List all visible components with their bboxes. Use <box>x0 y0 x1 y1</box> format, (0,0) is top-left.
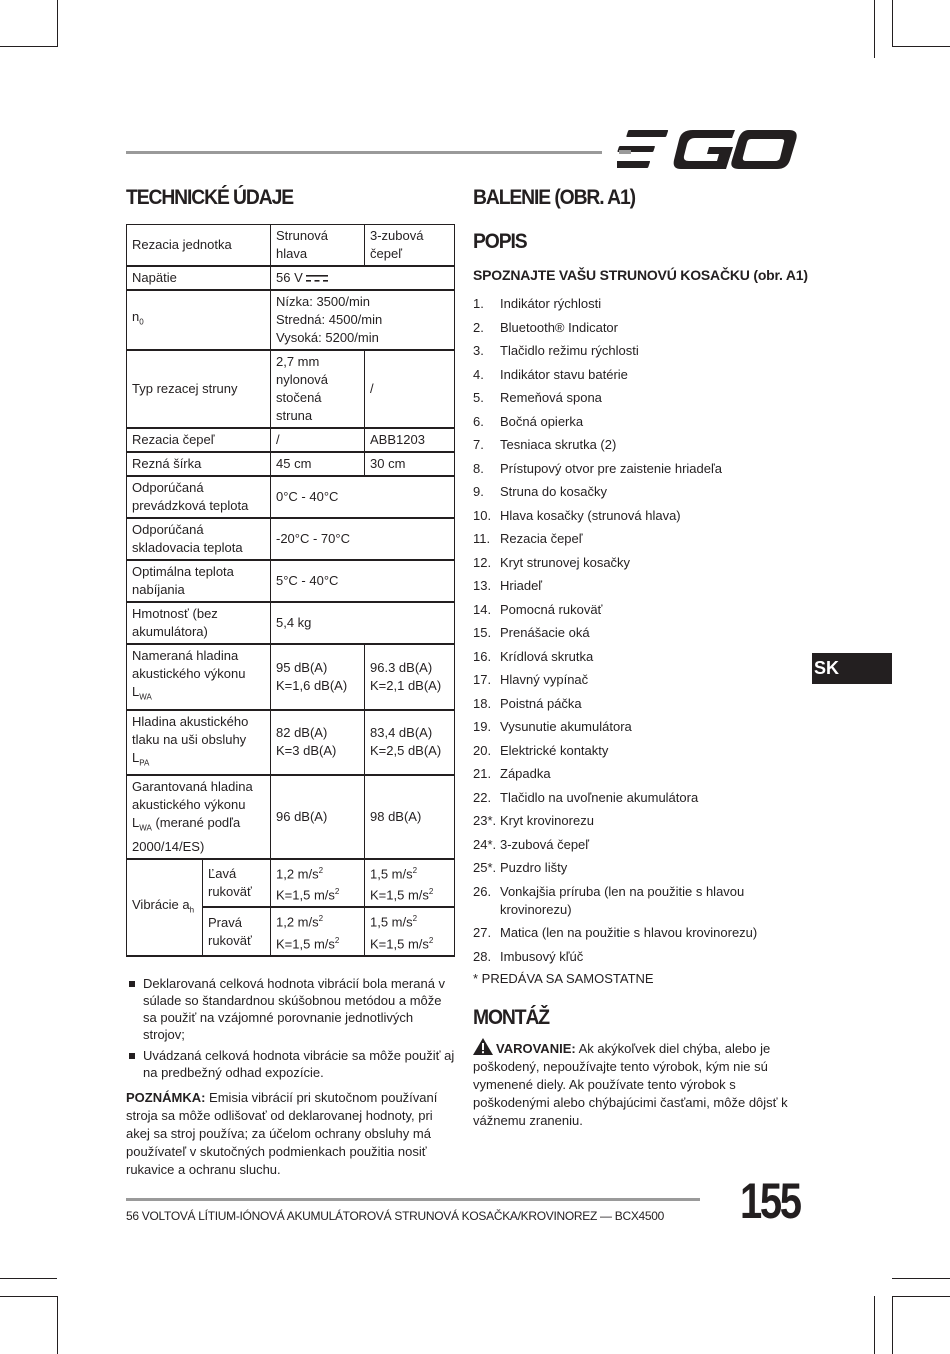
list-item: 22. Tlačidlo na uvoľnenie akumulátora <box>473 789 699 805</box>
footer-text: 56 VOLTOVÁ LÍTIUM-IÓNOVÁ AKUMULÁTOROVÁ STRUNOVÁ KOSAČKA/KROVINOREZ — BCX4500 <box>126 1209 665 1223</box>
row-label: Rezacia čepeľ <box>127 428 271 452</box>
cell-value: / <box>271 428 365 452</box>
handle-label: Ľavá rukoväť <box>203 859 271 908</box>
page-number: 155 <box>740 1173 800 1229</box>
packing-title: BALENIE (OBR. A1) <box>473 186 635 209</box>
row-label: Optimálna teplota nabíjania <box>127 560 271 602</box>
list-item: 3. Tlačidlo režimu rýchlosti <box>473 343 639 358</box>
cell-value: 95 dB(A) K=1,6 dB(A) <box>271 644 365 710</box>
table-row <box>127 428 455 452</box>
list-item: 2. Bluetooth® Indicator <box>473 319 618 335</box>
list-item: 11. Rezacia čepeľ <box>473 531 583 546</box>
cell-value: ABB1203 <box>365 428 455 452</box>
table-row <box>127 350 455 428</box>
crop-mark <box>892 1278 950 1279</box>
list-item: 16. Krídlová skrutka <box>473 648 594 664</box>
crop-mark <box>0 1296 57 1297</box>
header-rule <box>126 151 602 154</box>
cell-value: 1,5 $m/s^2$ K=1,5 $m/s^2$ <box>365 907 455 956</box>
table-row <box>127 859 455 908</box>
list-item: 21. Západka <box>473 766 551 781</box>
row-label: Odporúčaná prevádzková teplota <box>127 476 271 518</box>
list-item: 15. Prenášacie oká <box>473 625 590 640</box>
row-label: Vibrácie $a_h$ <box>127 859 203 956</box>
right-column <box>473 186 813 1130</box>
note-text: Emisia vibrácií pri skutočnom používaní stroja sa môže odlišovať od deklarovanej hodnoty, pri akej sa stroj používa; za účelom ochrany obsluhy má používateľ v skutočných podmienkach použitia nosiť rukavice a ochranu sluchu. <box>126 1090 438 1178</box>
speed-low: Nízka: 3500/min <box>276 294 370 309</box>
cell-value: -20°C - 70°C <box>271 518 455 560</box>
list-item: 8. Prístupový otvor pre zaistenie hriadeľa <box>473 460 723 476</box>
technical-data-title: TECHNICKÉ ÚDAJE <box>126 186 294 209</box>
list-item: 5. Remeňová spona <box>473 390 602 405</box>
cell-value: 83,4 dB(A) K=2,5 dB(A) <box>365 710 455 776</box>
list-item: Deklarovaná celková hodnota vibrácií bola meraná v súlade so štandardnou skúšobnou metódou a môže sa použiť na vzájomné porovnanie jednotlivých strojov; <box>126 975 456 1043</box>
warning-icon <box>473 1038 493 1055</box>
list-item: 13. Hriadeľ <box>473 578 543 593</box>
footer-rule <box>126 1198 700 1201</box>
list-item: 10. Hlava kosačky (strunová hlava) <box>473 507 681 523</box>
cell-value: 2,7 mm nylonová stočená struna <box>271 350 365 428</box>
crop-mark <box>874 1296 875 1354</box>
cell-value: Strunová hlava <box>271 225 365 267</box>
crop-mark <box>0 1278 57 1279</box>
cell-value: 1,2 $m/s^2$ K=1,5 $m/s^2$ <box>271 907 365 956</box>
row-label: Hmotnosť (bez akumulátora) <box>127 602 271 644</box>
cell-value: 82 dB(A) K=3 dB(A) <box>271 710 365 776</box>
table-row <box>127 710 455 776</box>
list-item: 27. Matica (len na použitie s hlavou krovinorezu) <box>473 925 758 940</box>
row-label: Odporúčaná skladovacia teplota <box>127 518 271 560</box>
list-item: 17. Hlavný vypínač <box>473 672 589 687</box>
list-item: 7. Tesniaca skrutka (2) <box>473 437 617 452</box>
ego-logo <box>617 128 799 172</box>
vibration-notes <box>126 975 456 1179</box>
list-item: 6. Bočná opierka <box>473 413 584 429</box>
warning-text: Ak akýkoľvek diel chýba, alebo je poškodený, nepoužívajte tento výrobok, kým nie sú vymenené diely. Ak používate tento výrobok s poškodenými alebo chýbajúcimi časťami, môže dôjsť k vážnemu zraneniu. <box>473 1041 788 1128</box>
list-item: 24*. 3-zubová čepeľ <box>473 836 590 852</box>
cell-value: 1,5 $m/s^2$ K=1,5 $m/s^2$ <box>365 859 455 908</box>
list-item: 23*. Kryt krovinorezu <box>473 813 594 828</box>
list-item: 19. Vysunutie akumulátora <box>473 719 632 734</box>
language-tab: SK <box>812 653 892 684</box>
cell-value <box>271 290 455 350</box>
cell-value: 96 dB(A) <box>271 775 365 859</box>
speed-high: Vysoká: 5200/min <box>276 330 379 345</box>
list-item: 28. Imbusový kľúč <box>473 948 584 964</box>
list-item: 12. Kryt strunovej kosačky <box>473 554 631 570</box>
row-label: Nameraná hladina akustického výkonu $L_{WA}$ <box>127 644 271 710</box>
table-row <box>127 476 455 518</box>
cell-value: 5°C - 40°C <box>271 560 455 602</box>
table-row <box>127 452 455 476</box>
list-item: 1. Indikátor rýchlosti <box>473 296 602 311</box>
crop-mark <box>892 1296 893 1354</box>
cell-value: 98 dB(A) <box>365 775 455 859</box>
crop-mark <box>892 0 893 47</box>
assembly-title: MONTÁŽ <box>473 1006 550 1029</box>
voltage-value: 56 V <box>276 270 303 285</box>
cell-value: 96.3 dB(A) K=2,1 dB(A) <box>365 644 455 710</box>
cell-value: 30 cm <box>365 452 455 476</box>
row-label: Rezacia jednotka <box>127 225 271 267</box>
list-item: 20. Elektrické kontakty <box>473 742 609 758</box>
row-label: Typ rezacej struny <box>127 350 271 428</box>
dc-current-icon <box>306 274 328 284</box>
cell-value: 45 cm <box>271 452 365 476</box>
crop-mark <box>874 0 875 58</box>
list-item: 26. Vonkajšia príruba (len na použitie s hlavou krovinorezu) <box>473 883 745 917</box>
handle-label: Pravá rukoväť <box>203 907 271 956</box>
table-row <box>127 775 455 859</box>
description-title: POPIS <box>473 230 527 253</box>
row-label: Garantovaná hladina akustického výkonu $L_{WA}$ (merané podľa 2000/14/ES) <box>127 775 271 859</box>
table-row <box>127 560 455 602</box>
technical-data-table <box>126 224 455 957</box>
list-item: 9. Struna do kosačky <box>473 484 607 499</box>
cell-value <box>271 266 455 290</box>
crop-mark <box>892 1296 950 1297</box>
crop-mark <box>57 1296 58 1354</box>
know-your-trimmer-title: SPOZNAJTE VAŠU STRUNOVÚ KOSAČKU (obr. A1) <box>473 267 808 283</box>
cell-value: 1,2 $m/s^2$ K=1,5 $m/s^2$ <box>271 859 365 908</box>
list-item: 14. Pomocná rukoväť <box>473 601 603 617</box>
table-row <box>127 518 455 560</box>
crop-mark <box>892 46 950 47</box>
crop-mark <box>0 46 57 47</box>
warning-paragraph <box>473 1038 803 1130</box>
cell-value: 0°C - 40°C <box>271 476 455 518</box>
row-label: Napätie <box>127 266 271 290</box>
row-label: $n_0$ <box>127 290 271 350</box>
note-paragraph <box>126 1089 456 1179</box>
list-item: 4. Indikátor stavu batérie <box>473 366 628 382</box>
row-label: Rezná šírka <box>127 452 271 476</box>
left-column <box>126 186 456 1179</box>
table-row <box>127 266 455 290</box>
list-item: 25*. Puzdro lišty <box>473 860 568 875</box>
note-label: POZNÁMKA: <box>126 1090 206 1106</box>
cell-value: 3-zubová čepeľ <box>365 225 455 267</box>
crop-mark <box>57 0 58 47</box>
table-row <box>127 225 455 267</box>
list-item: 18. Poistná páčka <box>473 695 582 711</box>
table-row <box>127 602 455 644</box>
row-label: Hladina akustického tlaku na uši obsluhy $L_{PA}$ <box>127 710 271 776</box>
speed-mid: Stredná: 4500/min <box>276 312 383 327</box>
cell-value: 5,4 kg <box>271 602 455 644</box>
table-row <box>127 290 455 350</box>
table-row <box>127 644 455 710</box>
cell-value: / <box>365 350 455 428</box>
list-item: Uvádzaná celková hodnota vibrácie sa môže použiť aj na predbežný odhad expozície. <box>126 1047 456 1081</box>
sold-separately-note: * PREDÁVA SA SAMOSTATNE <box>473 971 654 986</box>
parts-list <box>473 295 813 966</box>
warning-label: VAROVANIE: <box>496 1041 576 1056</box>
